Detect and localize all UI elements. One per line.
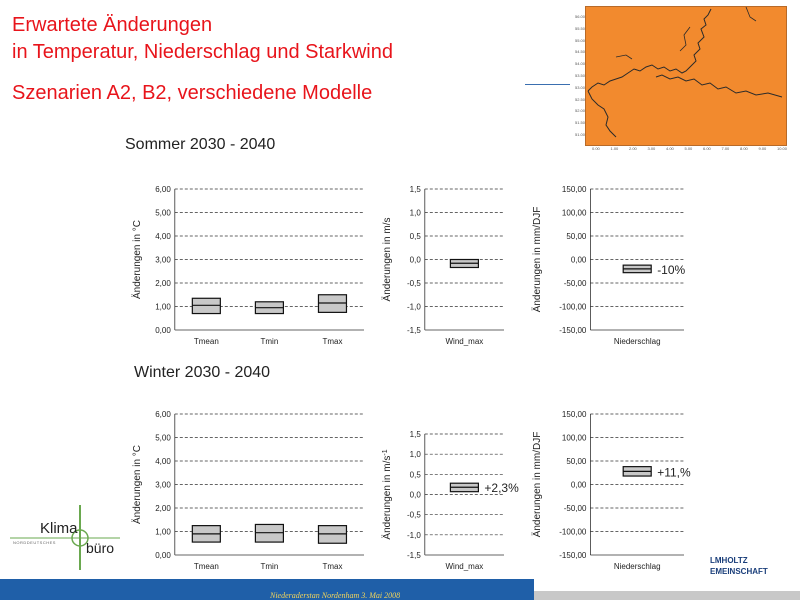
x-tick-label: Tmin bbox=[260, 562, 279, 571]
y-tick-label: 50,00 bbox=[566, 232, 587, 241]
map-y-tick: 53.50 bbox=[575, 73, 586, 78]
y-tick-label: 0,5 bbox=[409, 470, 421, 480]
klima-logo bbox=[10, 505, 120, 570]
footer-text: Niederaderstan Nordenham 3. Mai 2008 bbox=[270, 591, 401, 600]
map-y-tick: 55.00 bbox=[575, 37, 586, 43]
map-x-tick: 5.00 bbox=[684, 146, 693, 151]
y-tick-label: -1,5 bbox=[407, 551, 421, 560]
map-y-tick: 53.00 bbox=[575, 84, 586, 90]
chart-summer-precipitation bbox=[530, 185, 690, 350]
y-tick-label: 150,00 bbox=[561, 410, 587, 419]
subtitle: Szenarien A2, B2, verschiedene Modelle bbox=[12, 82, 373, 104]
y-tick-label: 0,00 bbox=[570, 480, 587, 490]
y-tick-label: 0,0 bbox=[409, 490, 421, 500]
y-axis-label: Änderungen in m/s bbox=[382, 217, 393, 302]
y-tick-label: 0,5 bbox=[409, 232, 421, 241]
helmholtz-logo-line2: EMEINSCHAFT bbox=[710, 567, 768, 576]
y-tick-label: 1,0 bbox=[409, 208, 421, 218]
y-tick-label: 5,00 bbox=[155, 433, 171, 443]
y-tick-label: -50,00 bbox=[563, 279, 587, 288]
annotation-label: +11,% bbox=[657, 465, 691, 480]
x-tick-label: Tmin bbox=[260, 337, 279, 346]
map-x-tick: 4.00 bbox=[666, 146, 674, 151]
map-x-tick: 2.00 bbox=[629, 146, 637, 151]
map-y-tick: 54.00 bbox=[575, 61, 586, 67]
y-tick-label: -150,00 bbox=[559, 326, 587, 335]
y-tick-label: 1,00 bbox=[155, 302, 171, 312]
x-tick-label: Niederschlag bbox=[613, 337, 661, 346]
map-image bbox=[585, 6, 787, 146]
title-line-2: in Temperatur, Niederschlag und Starkwind bbox=[12, 41, 393, 63]
map-x-tick: 10.00 bbox=[777, 146, 788, 151]
map-y-tick: 56.00 bbox=[575, 14, 586, 19]
summer-title: Sommer 2030 - 2040 bbox=[125, 136, 276, 153]
x-tick-label: Wind_max bbox=[445, 337, 484, 346]
y-axis-label: Änderungen in $m/s^{-1}$ bbox=[381, 449, 393, 540]
y-axis-label: Änderungen in °C bbox=[132, 219, 143, 300]
y-tick-label: 100,00 bbox=[561, 433, 587, 443]
chart-summer-wind bbox=[380, 185, 510, 350]
chart-winter-precipitation bbox=[530, 410, 690, 575]
y-axis-label-sup: -1 bbox=[381, 449, 389, 456]
winter-title: Winter 2030 - 2040 bbox=[134, 364, 271, 381]
separator-line bbox=[525, 84, 570, 85]
y-tick-label: 2,00 bbox=[155, 504, 171, 513]
y-tick-label: 150,00 bbox=[561, 185, 587, 194]
map-x-tick: 3.00 bbox=[647, 146, 656, 151]
x-tick-label: Tmean bbox=[193, 337, 219, 346]
coastline-drawing bbox=[586, 7, 786, 145]
chart-summer-temperature bbox=[130, 185, 370, 350]
x-tick-label: Wind_max bbox=[445, 562, 484, 571]
map-x-tick: 7.00 bbox=[721, 146, 730, 151]
map-y-tick: 51.50 bbox=[575, 120, 586, 126]
y-tick-label: 2,00 bbox=[155, 279, 171, 288]
y-tick-label: 3,00 bbox=[155, 255, 171, 265]
y-tick-label: 4,00 bbox=[155, 232, 171, 241]
y-tick-label: 1,0 bbox=[409, 450, 421, 460]
y-tick-label: 1,00 bbox=[155, 527, 171, 537]
map-x-tick: 8.00 bbox=[740, 146, 748, 151]
klima-logo-mark bbox=[10, 505, 120, 570]
footer-blue-bar bbox=[0, 579, 534, 600]
map-y-tick: 52.00 bbox=[575, 108, 586, 114]
map-y-tick: 52.50 bbox=[575, 96, 586, 102]
chart-winter-temperature bbox=[130, 410, 370, 575]
y-tick-label: 50,00 bbox=[566, 457, 587, 466]
title-line-1: Erwartete Änderungen bbox=[12, 14, 213, 36]
x-tick-label: Tmean bbox=[193, 562, 219, 571]
buero-logo-text: büro bbox=[86, 540, 115, 556]
y-axis-label: Änderungen in mm/DJF bbox=[532, 431, 543, 538]
y-axis-label: Änderungen in °C bbox=[132, 444, 143, 525]
y-tick-label: 5,00 bbox=[155, 208, 171, 218]
y-tick-label: -1,0 bbox=[407, 302, 421, 312]
map-y-tick: 51.00 bbox=[575, 132, 586, 137]
map-x-tick: 9.00 bbox=[758, 146, 767, 151]
y-tick-label: 0,00 bbox=[155, 326, 171, 335]
y-tick-label: 6,00 bbox=[155, 185, 171, 194]
map-y-tick: 55.50 bbox=[575, 25, 586, 31]
map-y-tick: 54.50 bbox=[575, 49, 586, 55]
map-x-tick: 6.00 bbox=[703, 146, 711, 151]
y-tick-label: 4,00 bbox=[155, 457, 171, 466]
chart-winter-wind bbox=[380, 430, 519, 575]
y-tick-label: 1,5 bbox=[409, 430, 421, 439]
y-tick-label: -100,00 bbox=[559, 302, 587, 312]
y-axis-label: Änderungen in mm/DJF bbox=[532, 206, 543, 313]
x-tick-label: Niederschlag bbox=[613, 562, 661, 571]
y-tick-label: -0,5 bbox=[407, 279, 421, 288]
y-tick-label: 6,00 bbox=[155, 410, 171, 419]
annotation-label: -10% bbox=[657, 262, 686, 277]
x-tick-label: Tmax bbox=[322, 562, 343, 571]
y-tick-label: 0,0 bbox=[409, 255, 421, 265]
y-tick-label: 0,00 bbox=[155, 551, 171, 560]
y-tick-label: 0,00 bbox=[570, 255, 587, 265]
y-tick-label: 1,5 bbox=[409, 185, 421, 194]
y-tick-label: 3,00 bbox=[155, 480, 171, 490]
map-x-tick: 0.00 bbox=[592, 146, 600, 151]
y-tick-label: -0,5 bbox=[407, 510, 421, 520]
map-x-tick: 1.00 bbox=[610, 146, 619, 151]
helmholtz-logo-line1: LMHOLTZ bbox=[710, 556, 748, 565]
x-tick-label: Tmax bbox=[322, 337, 343, 346]
y-tick-label: -50,00 bbox=[563, 504, 587, 513]
klima-logo-text: Klima bbox=[40, 520, 78, 537]
y-tick-label: -100,00 bbox=[559, 527, 587, 537]
y-tick-label: -150,00 bbox=[559, 551, 587, 560]
y-tick-label: -1,5 bbox=[407, 326, 421, 335]
klima-logo-subtext: NORDDEUTSCHES bbox=[13, 540, 56, 545]
annotation-label: +2,3% bbox=[484, 481, 519, 496]
y-tick-label: 100,00 bbox=[561, 208, 587, 218]
y-tick-label: -1,0 bbox=[407, 530, 421, 540]
